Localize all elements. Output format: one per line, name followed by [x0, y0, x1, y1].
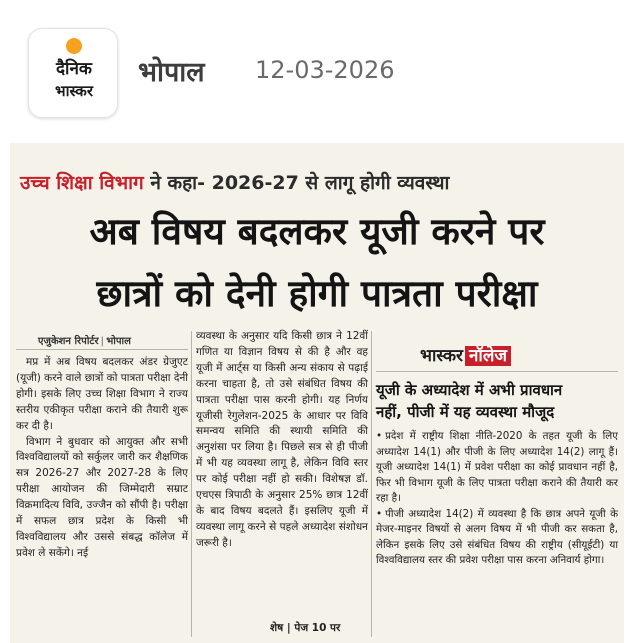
byline: एजुकेशन रिपोर्टर | भोपाल	[38, 336, 131, 347]
list-item: • प्रदेश में राष्ट्रीय शिक्षा नीति-2020 के तहत यूजी के लिए अध्यादेश 14(1) और पीजी के लिए अध्यादेश 14(2) लागू हैं। यूजी अध्यादेश 14(1) में प्रवेश परीक्षा का कोई प्रावधान नहीं है, फिर भी विभाग यूजी के लिए पात्रता परीक्षा कराने की तैयारी कर रहा है।	[376, 429, 618, 507]
panel-headline-line-1: यूजी के अध्यादेश में अभी प्रावधान	[376, 381, 563, 399]
article-paragraph: मप्र में अब विषय बदलकर अंडर ग्रेजुएट (यूजी) करने वाले छात्रों को पात्रता परीक्षा देनी होगी। इसके लिए उच्च शिक्षा विभाग ने राज्य स्तरीय एकीकृत परीक्षा कराने की तैयारी शुरू कर दी है।	[16, 356, 188, 432]
article-paragraph: विभाग ने बुधवार को आयुक्त और सभी विश्वविद्यालयों को सर्कुलर जारी कर शैक्षणिक सत्र 2026-27 और 2027-28 के लिए परीक्षा आयोजन की जिम्मेदारी सम्राट विक्रमादित्य विवि, उज्जैन को सौंपी है। परीक्षा में सफल छात्र प्रदेश के किसी भी विश्वविद्यालय और उससे संबद्ध कॉलेज में प्रवेश ले सकेंगे। नई	[16, 435, 188, 559]
article-column-1	[16, 355, 188, 637]
panel-rule	[376, 371, 618, 372]
list-item: • पीजी अध्यादेश 14(2) में व्यवस्था है कि छात्र अपने यूजी के मेजर-माइनर विषयों से अलग विषय में भी पीजी कर सकता है, लेकिन इसके लिए उसे संबंधित विषय की राष्ट्रीय (सीयूईटी) या विश्वविद्यालय स्तर की प्रवेश परीक्षा पास करना अनिवार्य होगा।	[376, 507, 618, 569]
panel-headline	[376, 379, 616, 423]
article-column-2	[196, 329, 368, 637]
article-headline-line-1: अब विषय बदलकर यूजी करने पर	[89, 210, 545, 253]
article-paragraph: व्यवस्था के अनुसार यदि किसी छात्र ने 12वीं गणित या विज्ञान विषय से की है और वह यूजी में आर्ट्स या किसी अन्य संकाय से पढ़ाई करना चाहता है, तो उसे संबंधित विषय की पात्रता परीक्षा पास करनी होगी। यह निर्णय यूजीसी रेगुलेशन-2025 के आधार पर विवि समन्वय समिति की स्थायी समिति की अनुशंसा पर लिया है। पिछले सत्र से ही पीजी में भी यह व्यवस्था लागू है, लेकिन विवि स्तर पर कोई परीक्षा नहीं हो सकी। विशेषज्ञ डॉ. एचएस त्रिपाठी के अनुसार 25% छात्र 12वीं के बाद विषय बदलते हैं। इसलिए यूजी में व्यवस्था लागू करने से पहले अध्यादेश संशोधन जरूरी है।	[196, 330, 368, 549]
brand-part-2: नॉलेज	[465, 346, 511, 366]
article-kicker	[20, 169, 449, 195]
sun-icon	[66, 38, 82, 54]
logo-line-2: भास्कर	[55, 82, 93, 100]
brand-part-1: भास्कर	[420, 346, 463, 366]
panel-bullets	[376, 429, 618, 569]
app-logo[interactable]	[28, 28, 118, 118]
edition-city[interactable]: भोपाल	[138, 57, 205, 88]
panel-headline-line-2: नहीं, पीजी में यह व्यवस्था मौजूद	[376, 403, 555, 421]
article-headline-line-2: छात्रों को देनी होगी पात्रता परीक्षा	[96, 272, 538, 315]
column-divider	[371, 331, 372, 637]
app-header	[0, 0, 629, 140]
kicker-text: ने कहा- 2026-27 से लागू होगी व्यवस्था	[150, 172, 450, 194]
edition-date[interactable]: 12-03-2026	[255, 56, 395, 84]
byline-city: भोपाल	[106, 336, 131, 347]
bhaskar-knowledge-label	[420, 343, 511, 366]
byline-rule	[16, 349, 188, 350]
logo-line-1: दैनिक	[56, 59, 92, 79]
column-divider	[191, 331, 192, 637]
newspaper-clipping	[10, 143, 624, 643]
byline-name: एजुकेशन रिपोर्टर	[38, 336, 99, 347]
kicker-department: उच्च शिक्षा विभाग	[20, 172, 144, 194]
continued-notice: शेष | पेज 10 पर	[270, 622, 341, 634]
